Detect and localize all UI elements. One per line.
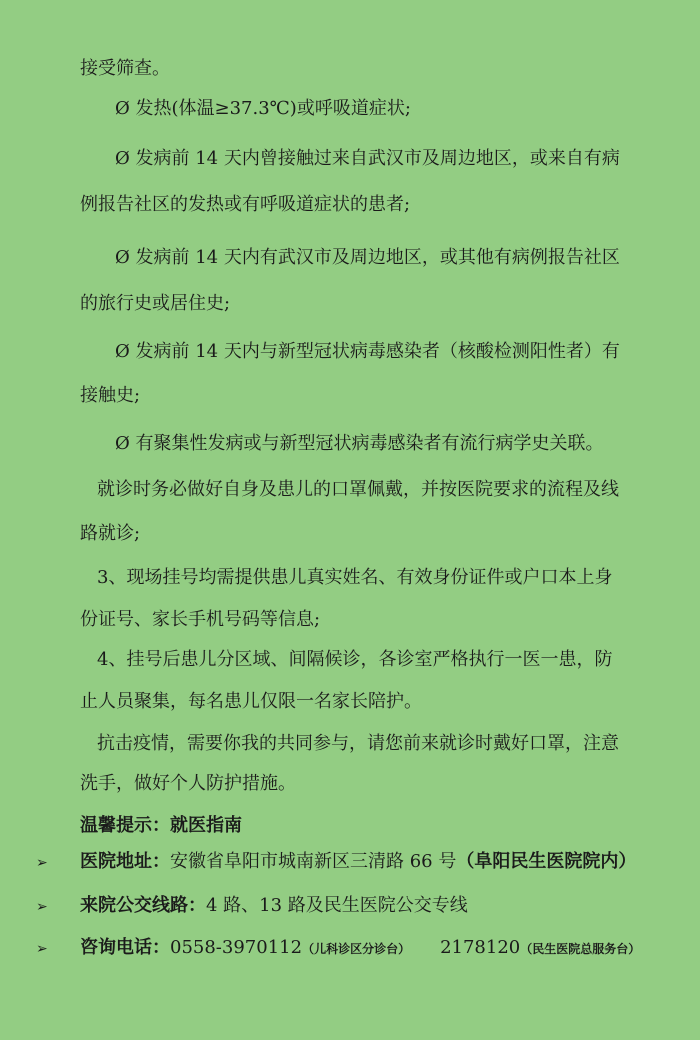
bullet-fever: Ø 发热(体温≥37.3℃)或呼吸道症状;	[115, 98, 411, 119]
address-row	[36, 849, 636, 876]
text-line: 洗手，做好个人防护措施。	[80, 773, 296, 794]
address-note: （阜阳民生医院院内）	[456, 851, 637, 872]
bullet-travel-history: Ø 发病前 14 天内有武汉市及周边地区，或其他有病例报告社区	[115, 247, 620, 268]
bullet-infected-contact: Ø 发病前 14 天内与新型冠状病毒感染者（核酸检测阳性者）有	[115, 341, 620, 362]
phone-1-note: （儿科诊区分诊台）	[302, 942, 411, 956]
bus-row	[36, 893, 468, 920]
address-value: 安徽省阜阳市城南新区三清路 66 号	[170, 851, 457, 872]
tip-title: 温馨提示：就医指南	[80, 815, 242, 836]
text-line: 路就诊;	[80, 523, 141, 544]
arrow-icon: ➢	[36, 899, 48, 915]
text-line: 就诊时务必做好自身及患儿的口罩佩戴，并按医院要求的流程及线	[97, 479, 619, 500]
text-line: 份证号、家长手机号码等信息;	[80, 609, 321, 630]
address-label: 医院地址：	[80, 851, 170, 872]
bus-label: 来院公交线路：	[80, 895, 206, 916]
bullet-cluster: Ø 有聚集性发病或与新型冠状病毒感染者有流行病学史关联。	[115, 433, 604, 454]
bus-value: 4 路、13 路及民生医院公交专线	[206, 895, 468, 916]
text-line: 接受筛查。	[80, 58, 170, 79]
text-line: 抗击疫情，需要你我的共同参与，请您前来就诊时戴好口罩，注意	[97, 733, 619, 754]
bullet-contact-wuhan: Ø 发病前 14 天内曾接触过来自武汉市及周边地区，或来自有病	[115, 148, 620, 169]
text-line: 接触史;	[80, 385, 141, 406]
phone-row	[36, 935, 640, 962]
arrow-icon: ➢	[36, 941, 48, 957]
phone-1: 0558-3970112	[170, 937, 303, 958]
phone-2-note: （民生医院总服务台）	[520, 942, 641, 956]
text-line: 止人员聚集，每名患儿仅限一名家长陪护。	[80, 691, 422, 712]
item-4: 4、挂号后患儿分区域、间隔候诊，各诊室严格执行一医一患，防	[97, 649, 613, 670]
item-3: 3、现场挂号均需提供患儿真实姓名、有效身份证件或户口本上身	[97, 567, 613, 588]
phone-2: 2178120	[440, 937, 521, 958]
text-line: 例报告社区的发热或有呼吸道症状的患者;	[80, 194, 411, 215]
text-line: 的旅行史或居住史;	[80, 293, 231, 314]
arrow-icon: ➢	[36, 855, 48, 871]
phone-label: 咨询电话：	[80, 937, 170, 958]
